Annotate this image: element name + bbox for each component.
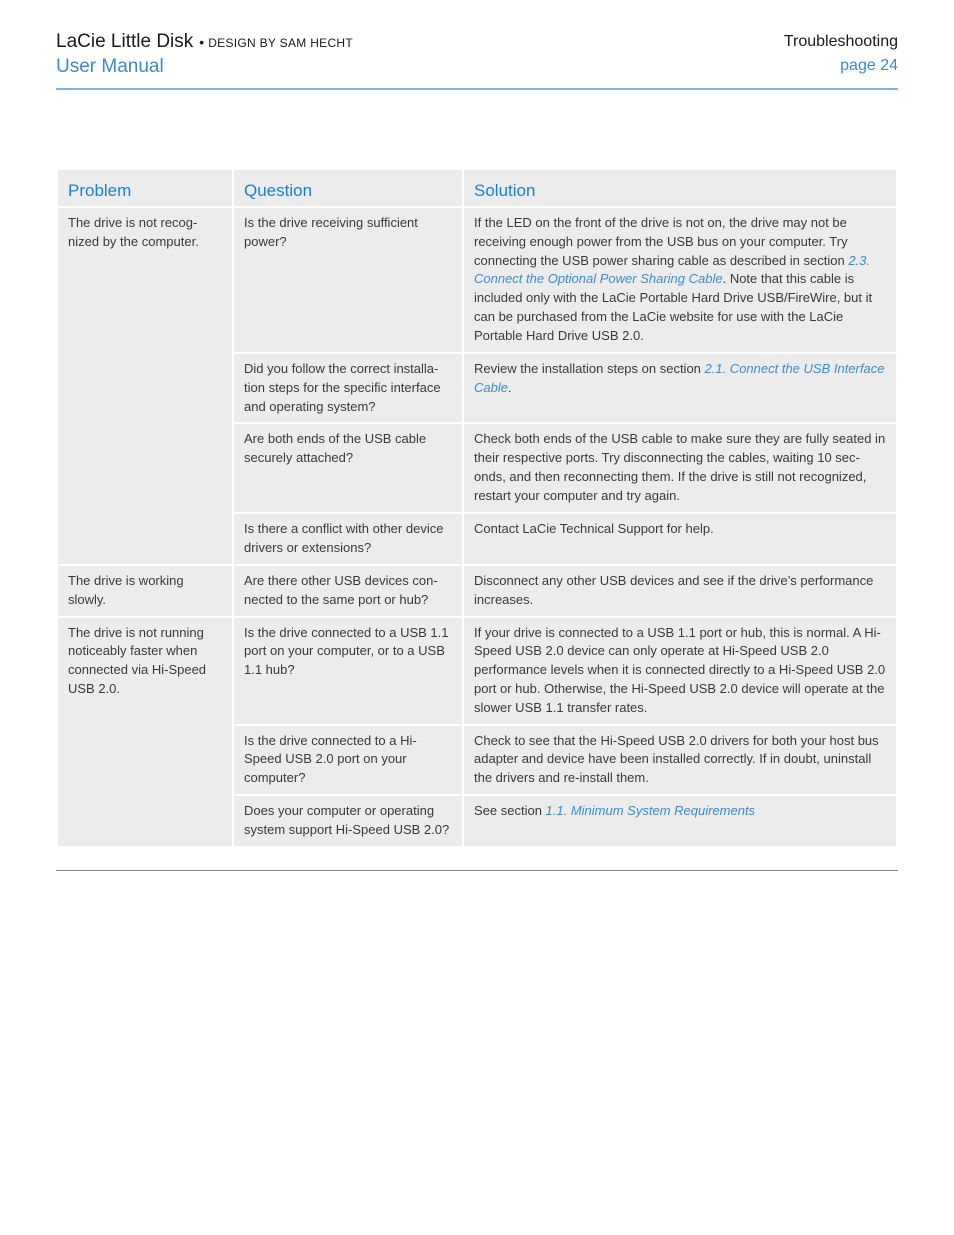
problem-text: The drive is not recog- nized by the computer. [68,215,199,249]
header-divider [56,88,898,90]
troubleshooting-table [56,168,898,848]
question-cell: Is the drive connected to a USB 1.1 port on your computer, or to a USB 1.1 hub? [234,618,462,724]
design-credit: DESIGN BY SAM HECHT [208,36,354,50]
solution-text-cont: . [507,379,512,395]
table-row [58,566,896,616]
question-cell: Are there other USB devices con-nected to the same port or hub? [234,566,462,616]
solution-cell [464,354,896,422]
problem-cell: The drive is not running noticeably faster when connected via Hi-Speed USB 2.0. [58,618,232,846]
solution-cell [464,796,896,846]
problem-cell: The drive is working slowly. [58,566,232,616]
table-header-row [58,170,896,206]
problem-cell [58,208,232,564]
solution-cell [464,208,896,352]
separator: • [199,34,205,50]
solution-cell: Check both ends of the USB cable to make sure they are fully seated in their respective ports. Try disconnecting the cables, waiting 10 sec-onds, and then reconnecting them. If the drive is still not recognized, restart your computer and try again. [464,424,896,512]
solution-text: See section [474,802,546,818]
manual-subtitle: User Manual [56,56,164,77]
header-right [784,30,898,78]
column-header-problem: Problem [58,170,232,206]
product-line [56,30,353,55]
question-cell: Is the drive connected to a Hi-Speed USB 2.0 port on your computer? [234,726,462,794]
table-row [58,208,896,352]
footer-divider [56,870,898,871]
page-header [56,30,898,90]
solution-cell: Disconnect any other USB devices and see if the drive’s performance increases. [464,566,896,616]
question-cell: Is there a conflict with other device drivers or extensions? [234,514,462,564]
column-header-question: Question [234,170,462,206]
section-link[interactable]: 2.1. Connect the USB Interface Cable [474,361,885,395]
header-left [56,30,353,79]
question-cell: Are both ends of the USB cable securely attached? [234,424,462,512]
table-row [58,618,896,724]
section-link[interactable]: 1.1. Minimum System Requirements [545,802,756,818]
product-name: LaCie Little Disk [56,31,194,52]
solution-cell: Check to see that the Hi-Speed USB 2.0 drivers for both your host bus adapter and device have been installed correctly. If in doubt, uninstall the drivers and re-install them. [464,726,896,794]
solution-cell: Contact LaCie Technical Support for help. [464,514,896,564]
question-cell: Did you follow the correct installa-tion steps for the specific interface and operating system? [234,354,462,422]
page-number: page 24 [840,57,898,74]
column-header-solution: Solution [464,170,896,206]
question-cell: Does your computer or operating system support Hi-Speed USB 2.0? [234,796,462,846]
section-link[interactable]: 2.3. Connect the Optional Power Sharing Cable [474,252,871,287]
question-cell: Is the drive receiving sufficient power? [234,208,462,352]
solution-text-cont: . Note that this cable is included only with the LaCie Portable Hard Drive USB/FireWire, but it can be purchased from the LaCie website for use with the LaCie Portable Hard Drive USB 2.0. [474,271,873,343]
solution-text: Review the installation steps on section [474,361,705,376]
section-title: Troubleshooting [783,33,898,50]
solution-text: If the LED on the front of the drive is not on, the drive may not be receiving enough power from the USB bus on your computer. Try connecting the USB power sharing cable as described in section [474,215,849,268]
solution-cell: If your drive is connected to a USB 1.1 port or hub, this is normal. A Hi-Speed USB 2.0 device can only operate at Hi-Speed USB 2.0 performance levels when it is connected directly to a Hi-Speed USB 2.0 port or hub. Otherwise, the Hi-Speed USB 2.0 device will operate at the slower USB 1.1 transfer rates. [464,618,896,724]
